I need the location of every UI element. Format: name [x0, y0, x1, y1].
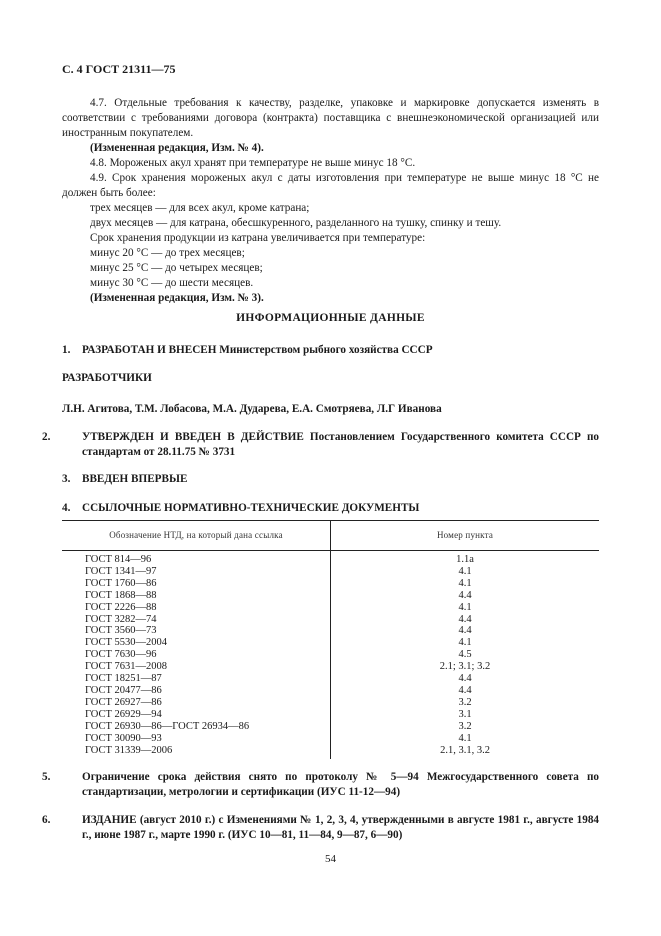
column-header-document: Обозначение НТД, на который дана ссылка: [62, 521, 331, 551]
list-item-three-months: трех месяцев — для всех акул, кроме катрана;: [90, 202, 310, 214]
clause-cell: 4.4: [458, 625, 472, 637]
clause-cell: 4.1: [458, 637, 472, 649]
section-3-number: 3.: [62, 473, 71, 485]
section-1-number: 1.: [62, 344, 71, 356]
document-cell: ГОСТ 26929—94: [62, 709, 331, 721]
page-header: С. 4 ГОСТ 21311—75: [62, 62, 176, 76]
document-cell: ГОСТ 814—96: [62, 551, 331, 566]
list-item-two-months: двух месяцев — для катрана, обесшкуренного, разделанного на тушку, спинку и тешу.: [90, 217, 502, 229]
section-2-text: Постановлением Государственного комитета СССР по стандартам от 28.11.75 № 3731: [82, 431, 599, 458]
katran-storage-intro: Срок хранения продукции из катрана увеличивается при температуре:: [90, 232, 426, 244]
document-cell: ГОСТ 26930—86—ГОСТ 26934—86: [62, 721, 331, 733]
section-5-number: 5.: [42, 771, 51, 783]
document-cell: ГОСТ 3282—74: [62, 614, 331, 626]
clause-cell: 4.4: [458, 684, 472, 696]
info-data-title: ИНФОРМАЦИОННЫЕ ДАННЫЕ: [236, 312, 425, 324]
clause-cell: 2.1, 3.1, 3.2: [440, 744, 490, 756]
clause-cell: 2.1; 3.1; 3.2: [439, 661, 491, 673]
paragraph-4-9: 4.9. Срок хранения мороженых акул с даты изготовления при температуре не выше минус 18 °С не должен быть более:: [62, 172, 599, 199]
clause-cell: 4.1: [458, 565, 472, 577]
section-6: [42, 813, 600, 843]
table-row: [62, 661, 599, 673]
temp-minus-30: минус 30 °С — до шести месяцев.: [90, 277, 254, 289]
developers-title: РАЗРАБОТЧИКИ: [62, 372, 152, 384]
section-1-heading: РАЗРАБОТАН И ВНЕСЕН: [82, 344, 217, 356]
table-row: [62, 551, 599, 566]
document-cell: ГОСТ 1868—88: [62, 590, 331, 602]
document-cell: ГОСТ 1341—97: [62, 566, 331, 578]
clause-cell: 4.1: [458, 577, 472, 589]
document-cell: ГОСТ 30090—93: [62, 733, 331, 745]
table-row: [62, 697, 599, 709]
table-row: [62, 649, 599, 661]
section-6-text: (август 2010 г.) с Изменениями № 1, 2, 3, 4, утвержденными в августе 1981 г., августе 1984 г., июне 1987 г., марте 1990 г. (ИУС 10—81, 11—84, 9—87, 6—90): [82, 814, 600, 841]
clause-cell: 1.1а: [456, 554, 474, 565]
paragraph-4-7: 4.7. Отдельные требования к качеству, разделке, упаковке и маркировке допускается изменять в соответствии с требованиями договора (контракта) поставщика с внешнеэкономической организацией или иностранным покупателем.: [62, 97, 599, 139]
column-header-clause: Номер пункта: [331, 521, 600, 551]
table-row: [62, 614, 599, 626]
document-cell: ГОСТ 26927—86: [62, 697, 331, 709]
amendment-3-note: (Измененная редакция, Изм. № 3).: [90, 292, 264, 304]
document-cell: ГОСТ 20477—86: [62, 685, 331, 697]
section-4: [62, 501, 599, 516]
table-row: [62, 709, 599, 721]
reference-documents-table: [62, 520, 599, 759]
table-row: [62, 566, 599, 578]
document-cell: ГОСТ 1760—86: [62, 578, 331, 590]
clause-cell: 4.4: [458, 673, 472, 685]
clause-cell: 4.1: [458, 601, 472, 613]
temp-minus-20: минус 20 °С — до трех месяцев;: [90, 247, 245, 259]
table-row: [62, 637, 599, 649]
page-number: 54: [325, 853, 336, 865]
clause-cell: 3.1: [458, 708, 472, 720]
document-cell: ГОСТ 3560—73: [62, 625, 331, 637]
table-row: [62, 685, 599, 697]
table-row: [62, 721, 599, 733]
section-2-number: 2.: [42, 431, 51, 443]
section-5-text: Ограничение срока действия снято по протоколу № 5—94 Межгосударственного совета по стандартизации, метрологии и сертификации (ИУС 11-12—94): [82, 771, 599, 798]
document-cell: ГОСТ 7630—96: [62, 649, 331, 661]
section-2-heading: УТВЕРЖДЕН И ВВЕДЕН В ДЕЙСТВИЕ: [82, 431, 304, 443]
document-cell: ГОСТ 18251—87: [62, 673, 331, 685]
section-6-number: 6.: [42, 814, 51, 826]
amendment-4-note: (Измененная редакция, Изм. № 4).: [90, 142, 264, 154]
document-cell: ГОСТ 7631—2008: [62, 661, 331, 673]
section-6-heading: ИЗДАНИЕ: [82, 814, 137, 826]
table-row: [62, 625, 599, 637]
clause-cell: 4.4: [458, 589, 472, 601]
table-row: [62, 590, 599, 602]
table-row: [62, 733, 599, 745]
section-3-text: ВВЕДЕН ВПЕРВЫЕ: [82, 473, 188, 485]
section-4-text: ССЫЛОЧНЫЕ НОРМАТИВНО-ТЕХНИЧЕСКИЕ ДОКУМЕНТЫ: [82, 502, 420, 514]
table-row: [62, 745, 599, 760]
clause-cell: 3.2: [458, 696, 472, 708]
section-1-text: Министерством рыбного хозяйства СССР: [219, 344, 433, 356]
paragraph-4-8: 4.8. Мороженых акул хранят при температуре не выше минус 18 °С.: [90, 157, 416, 169]
section-4-number: 4.: [62, 502, 71, 514]
clause-cell: 4.5: [458, 649, 472, 661]
developers-list: Л.Н. Агитова, Т.М. Лобасова, М.А. Дударева, Е.А. Смотряева, Л.Г Иванова: [62, 403, 442, 415]
clause-cell: 4.4: [458, 613, 472, 625]
clause-cell: 3.2: [458, 720, 472, 732]
table-row: [62, 602, 599, 614]
temp-minus-25: минус 25 °С — до четырех месяцев;: [90, 262, 263, 274]
table-row: [62, 673, 599, 685]
section-5: [42, 770, 599, 800]
section-2: [42, 430, 599, 460]
document-cell: ГОСТ 5530—2004: [62, 637, 331, 649]
clause-cell: 4.1: [458, 732, 472, 744]
table-row: [62, 578, 599, 590]
section-1: [62, 343, 599, 358]
section-3: [62, 472, 599, 487]
document-cell: ГОСТ 31339—2006: [62, 745, 331, 760]
storage-requirements: [62, 96, 599, 306]
document-cell: ГОСТ 2226—88: [62, 602, 331, 614]
